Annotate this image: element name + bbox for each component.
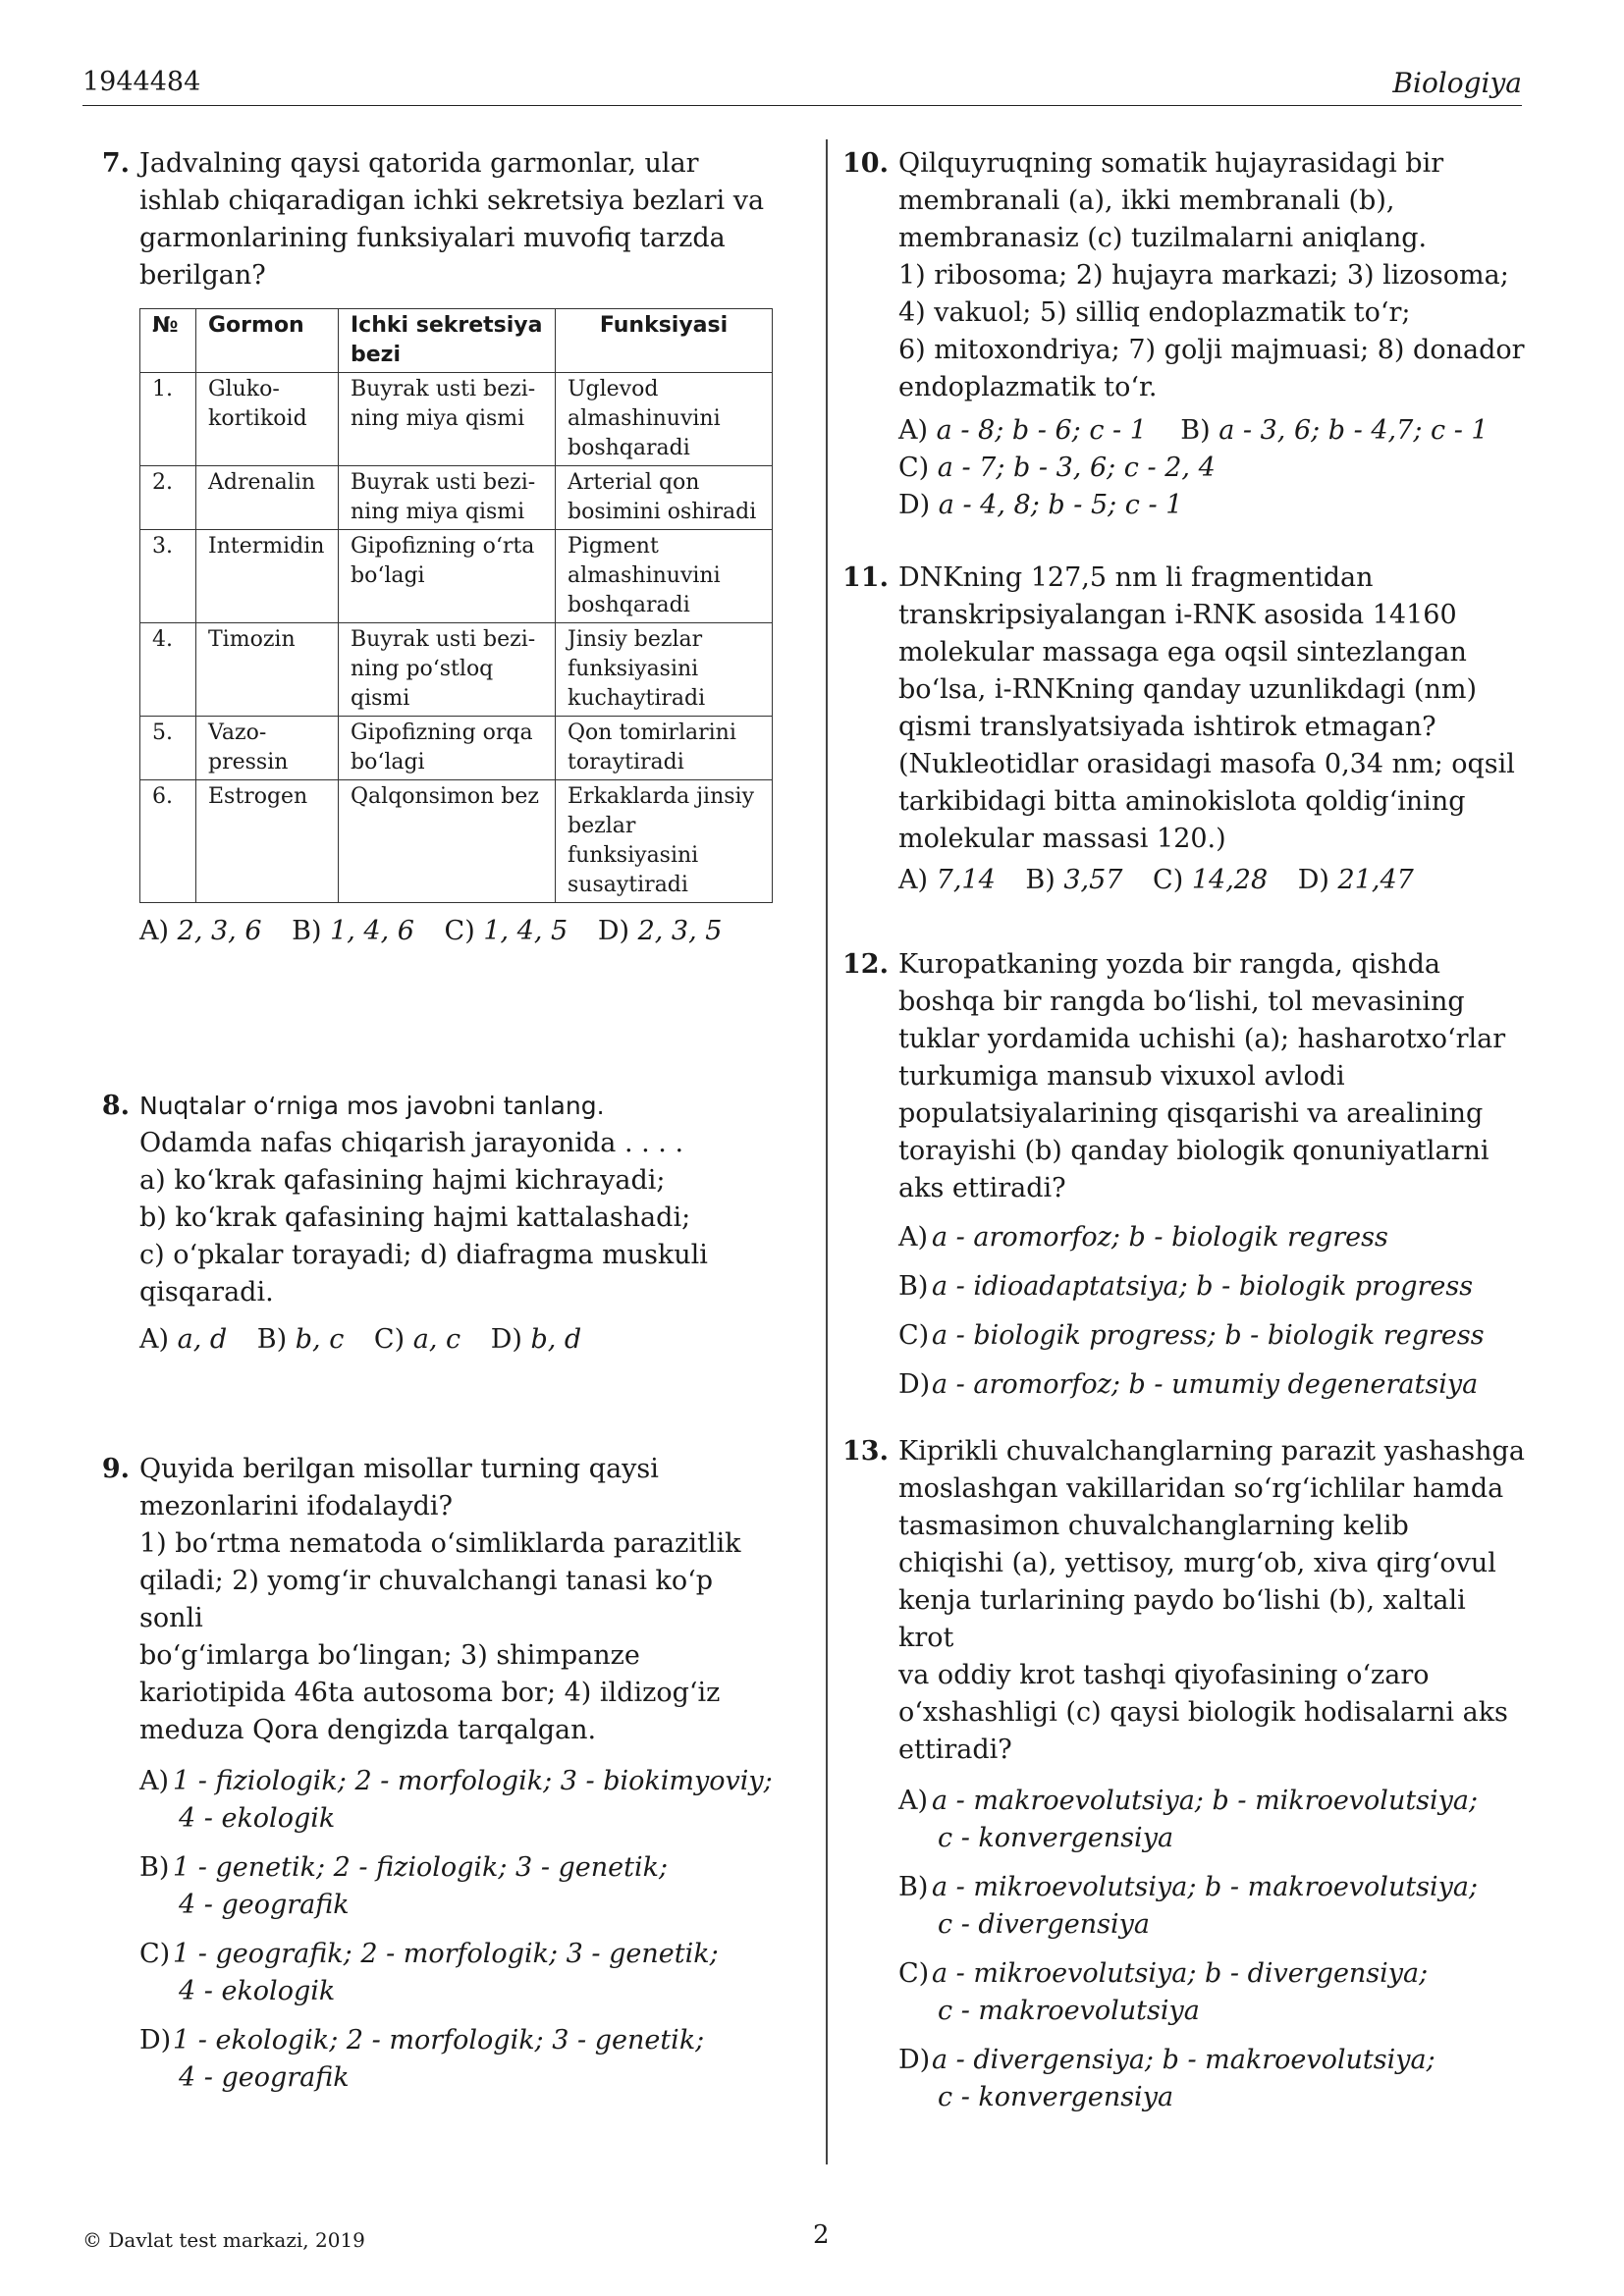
table-cell: 3. [140, 530, 196, 623]
option-c[interactable]: C) a - 7; b - 3, 6; c - 2, 4 [898, 453, 1216, 483]
question-text-line: qismi translyatsiyada ishtirok etmagan? [898, 712, 1436, 742]
question-text-line: Qilquyruqning somatik hujayrasidagi bir [898, 148, 1444, 179]
question-text-line: boshqa bir rangda bo‘lishi, tol mevasining [898, 987, 1465, 1017]
option-d[interactable]: D) a - 4, 8; b - 5; c - 1 [898, 490, 1183, 520]
question-number: 10. [842, 148, 889, 179]
question-text-line: bo‘lsa, i-RNKning qanday uzunlikdagi (nm) [898, 674, 1477, 705]
table-row [140, 717, 773, 780]
answer-options [139, 913, 776, 950]
answer-options [139, 1763, 776, 2097]
option-b[interactable]: B) 3,57 [1025, 865, 1123, 895]
question-10 [839, 145, 1527, 524]
table-cell: Buyrak usti bezi-ning miya qismi [339, 466, 556, 530]
table-cell: Arterial qon bosimini oshiradi [556, 466, 773, 530]
answer-options [898, 412, 1527, 524]
question-text-line: transkripsiyalangan i-RNK asosida 14160 [898, 600, 1457, 630]
question-text-line: kariotipida 46ta autosoma bor; 4) ildizog‘iz [139, 1678, 721, 1708]
question-text-line: Quyida berilgan misollar turning qaysi [139, 1454, 659, 1484]
question-number: 11. [842, 562, 889, 593]
question-text-line: populatsiyalarining qisqarishi va arealining [898, 1098, 1484, 1129]
option-a[interactable]: A) 2, 3, 6 [139, 916, 262, 946]
question-text-line: molekular massasi 120.) [898, 824, 1226, 854]
option-d[interactable]: D) 21,47 [1297, 865, 1414, 895]
table-cell: Adrenalin [196, 466, 339, 530]
table-cell: Estrogen [196, 780, 339, 903]
question-text-line: ettiradi? [898, 1735, 1012, 1765]
question-text-line: va oddiy krot tashqi qiyofasining o‘zaro [898, 1660, 1430, 1690]
question-text-line: endoplazmatik to‘r. [898, 372, 1158, 402]
option-c[interactable]: C) 14,28 [1153, 865, 1269, 895]
table-cell: Gluko-kortikoid [196, 373, 339, 466]
question-text-line: tasmasimon chuvalchanglarning kelib [898, 1511, 1409, 1541]
question-text-line: meduza Qora dengizda tarqalgan. [139, 1715, 597, 1745]
table-row [140, 623, 773, 717]
option-a[interactable]: A) a, d [139, 1324, 228, 1355]
question-text-line: berilgan? [139, 260, 266, 291]
question-text-line: moslashgan vakillaridan so‘rg‘ichlilar hamda [898, 1473, 1504, 1504]
option-a[interactable]: A) a - aromorfoz; b - biologik regress [898, 1222, 1388, 1253]
question-title: Nuqtalar o‘rniga mos javobni tanlang. [139, 1092, 605, 1120]
question-text-line: molekular massaga ega oqsil sintezlangan [898, 637, 1467, 667]
question-text-line: 1) ribosoma; 2) hujayra markazi; 3) lizosoma; [898, 260, 1509, 291]
table-row [140, 780, 773, 903]
table-header-row [140, 309, 773, 373]
answer-options [898, 862, 1527, 899]
option-c[interactable]: C) a, c [373, 1324, 461, 1355]
test-id: 1944484 [82, 67, 201, 97]
table-cell: Intermidin [196, 530, 339, 623]
right-column [839, 145, 1527, 2116]
question-text-line: mezonlarini ifodalaydi? [139, 1491, 453, 1522]
question-text-line: tarkibidagi bitta aminokislota qoldig‘ining [898, 786, 1466, 817]
table-row [140, 530, 773, 623]
answer-options [898, 1219, 1527, 1404]
question-12 [839, 946, 1527, 1404]
table-cell: Buyrak usti bezi-ning po‘stloq qismi [339, 623, 556, 717]
question-text-line: garmonlarining funksiyalari muvofiq tarzda [139, 223, 726, 253]
table-cell: Gipofizning o‘rta bo‘lagi [339, 530, 556, 623]
left-column [88, 145, 776, 2097]
option-b[interactable]: B) 1, 4, 6 [292, 916, 414, 946]
table-header-cell: Ichki sekretsiya bezi [339, 309, 556, 373]
question-text-line: 4) vakuol; 5) silliq endoplazmatik to‘r; [898, 297, 1411, 328]
question-number: 13. [842, 1436, 889, 1467]
option-d[interactable]: D) a - aromorfoz; b - umumiy degeneratsiya [898, 1369, 1479, 1400]
option-a[interactable]: A) 7,14 [898, 865, 996, 895]
hormone-table [139, 308, 773, 903]
question-text-line: o‘xshashligi (c) qaysi biologik hodisalarni aks [898, 1697, 1508, 1728]
table-header-cell: Funksiyasi [556, 309, 773, 373]
table-cell: Qalqonsimon bez [339, 780, 556, 903]
table-cell: Pigment almashinuvini boshqaradi [556, 530, 773, 623]
option-b[interactable]: B) b, c [256, 1324, 345, 1355]
option-b[interactable]: B) a - mikroevolutsiya; b - makroevolutsiya; c - divergensiya [898, 1872, 1479, 1940]
option-d[interactable]: D) 2, 3, 5 [597, 916, 723, 946]
header-divider [82, 105, 1522, 106]
table-cell: 6. [140, 780, 196, 903]
table-cell: 5. [140, 717, 196, 780]
question-text-line: kenja turlarining paydo bo‘lishi (b), xaltali krot [898, 1585, 1466, 1653]
question-text-line: b) ko‘krak qafasining hajmi kattalashadi; [139, 1202, 691, 1233]
question-9 [88, 1451, 776, 2097]
copyright-notice: © Davlat test markazi, 2019 [82, 2228, 365, 2252]
question-7 [88, 145, 776, 950]
table-cell: Buyrak usti bezi-ning miya qismi [339, 373, 556, 466]
question-text-line: ishlab chiqaradigan ichki sekretsiya bezlari va [139, 186, 765, 216]
question-number: 7. [101, 148, 130, 179]
option-c[interactable]: C) a - biologik progress; b - biologik regress [898, 1320, 1485, 1351]
table-row [140, 373, 773, 466]
table-cell: Uglevod almashinuvini boshqaradi [556, 373, 773, 466]
question-13 [839, 1433, 1527, 2116]
option-b[interactable]: B) a - idioadaptatsiya; b - biologik progress [898, 1271, 1474, 1302]
question-text-line: turkumiga mansub vixuxol avlodi [898, 1061, 1345, 1092]
table-cell: 4. [140, 623, 196, 717]
table-cell: 2. [140, 466, 196, 530]
page-number: 2 [813, 2220, 830, 2250]
table-row [140, 466, 773, 530]
question-text-line: (Nukleotidlar orasidagi masofa 0,34 nm; oqsil [898, 749, 1515, 779]
question-text-line: membranali (a), ikki membranali (b), [898, 186, 1395, 216]
option-c[interactable]: C) 1 - geografik; 2 - morfologik; 3 - genetik; 4 - ekologik [139, 1939, 719, 2006]
question-text-line: a) ko‘krak qafasining hajmi kichrayadi; [139, 1165, 666, 1196]
question-text-line: tuklar yordamida uchishi (a); hasharotxo‘rlar [898, 1024, 1506, 1054]
question-text-line: Kiprikli chuvalchanglarning parazit yashashga [898, 1436, 1525, 1467]
question-text-line: aks ettiradi? [898, 1173, 1066, 1203]
option-b[interactable]: B) 1 - genetik; 2 - fiziologik; 3 - genetik; 4 - geografik [139, 1852, 669, 1920]
table-cell: Qon tomirlarini toraytiradi [556, 717, 773, 780]
table-header-cell: № [140, 309, 196, 373]
question-text-line: chiqishi (a), yettisoy, murg‘ob, xiva qirg‘ovul [898, 1548, 1496, 1578]
question-11 [839, 560, 1527, 899]
option-a[interactable]: A) a - 8; b - 6; c - 1 [898, 415, 1147, 446]
option-a[interactable]: A) a - makroevolutsiya; b - mikroevolutsiya; c - konvergensiya [898, 1786, 1479, 1853]
question-text-line: 1) bo‘rtma nematoda o‘simliklarda parazitlik [139, 1528, 741, 1559]
option-c[interactable]: C) 1, 4, 5 [444, 916, 568, 946]
answer-options [139, 1321, 776, 1359]
question-text-line: 6) mitoxondriya; 7) golji majmuasi; 8) donador [898, 335, 1525, 365]
question-text-line: qisqaradi. [139, 1277, 274, 1308]
answer-options [898, 1783, 1527, 2116]
option-d[interactable]: D) 1 - ekologik; 2 - morfologik; 3 - genetik; 4 - geografik [139, 2025, 705, 2093]
question-text-line: DNKning 127,5 nm li fragmentidan [898, 562, 1374, 593]
table-cell: Gipofizning orqa bo‘lagi [339, 717, 556, 780]
option-d[interactable]: D) a - divergensiya; b - makroevolutsiya; c - konvergensiya [898, 2045, 1435, 2112]
question-text-line: Jadvalning qaysi qatorida garmonlar, ular [139, 148, 699, 179]
question-number: 9. [101, 1454, 130, 1484]
question-number: 12. [842, 949, 889, 980]
subject-title: Biologiya [1392, 67, 1522, 99]
table-cell: Timozin [196, 623, 339, 717]
option-d[interactable]: D) b, d [490, 1324, 582, 1355]
question-text-line: membranasiz (c) tuzilmalarni aniqlang. [898, 223, 1428, 253]
column-divider [826, 139, 828, 2164]
option-c[interactable]: C) a - mikroevolutsiya; b - divergensiya; c - makroevolutsiya [898, 1958, 1429, 2026]
question-text-line: bo‘g‘imlarga bo‘lingan; 3) shimpanze [139, 1640, 640, 1671]
question-text-line: Odamda nafas chiqarish jarayonida . . . . [139, 1128, 684, 1158]
table-header-cell: Gormon [196, 309, 339, 373]
table-cell: Vazo-pressin [196, 717, 339, 780]
question-text-line: qiladi; 2) yomg‘ir chuvalchangi tanasi ko‘p sonli [139, 1566, 714, 1633]
question-text-line: Kuropatkaning yozda bir rangda, qishda [898, 949, 1440, 980]
table-cell: Erkaklarda jinsiy bezlar funksiyasini susaytiradi [556, 780, 773, 903]
option-a[interactable]: A) 1 - fiziologik; 2 - morfologik; 3 - biokimyoviy; 4 - ekologik [139, 1766, 773, 1834]
question-number: 8. [101, 1091, 130, 1121]
option-b[interactable]: B) a - 3, 6; b - 4,7; c - 1 [1180, 415, 1489, 446]
question-text-line: torayishi (b) qanday biologik qonuniyatlarni [898, 1136, 1489, 1166]
table-cell: Jinsiy bezlar funksiyasini kuchaytiradi [556, 623, 773, 717]
table-cell: 1. [140, 373, 196, 466]
question-8 [88, 1088, 776, 1359]
question-text-line: c) o‘pkalar torayadi; d) diafragma muskuli [139, 1240, 708, 1270]
